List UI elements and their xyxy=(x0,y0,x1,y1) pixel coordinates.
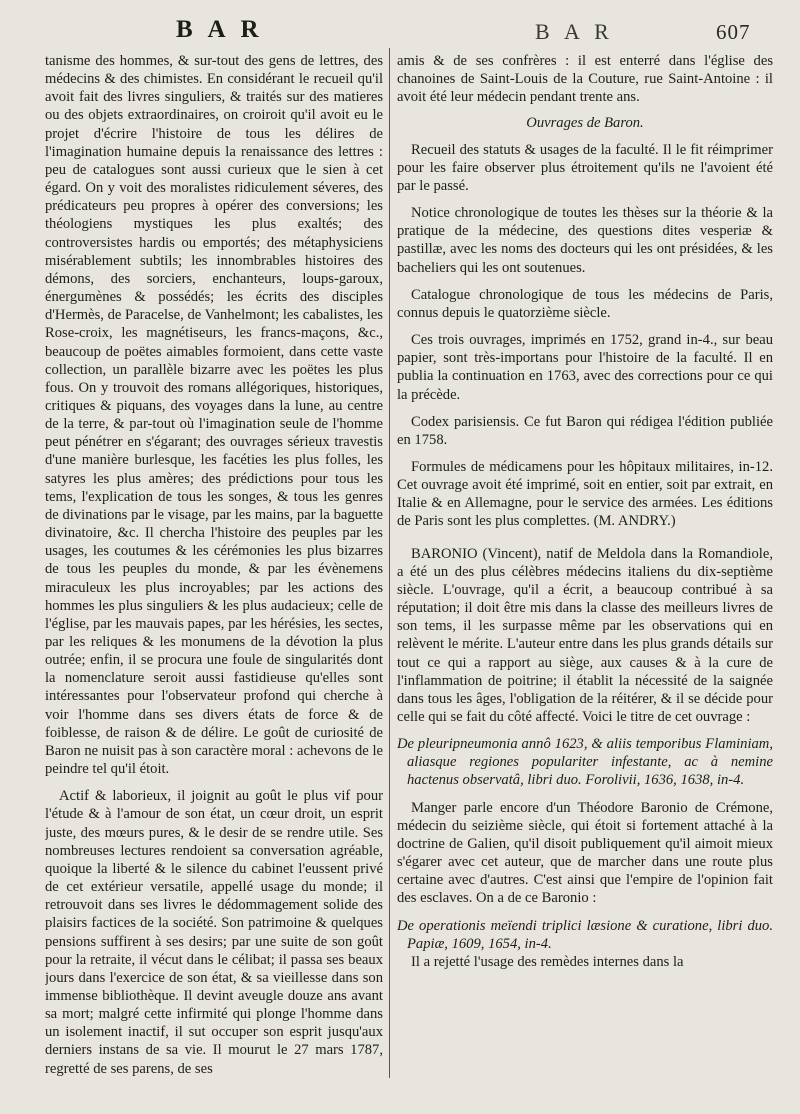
baronio-book-title: De pleuripneumonia annô 1623, & aliis temporibus Flaminiam, aliasque regiones populariter infestante, ac à nemine hactenus observatâ, libri duo. Forolivii, 1636, 1638, in-4. xyxy=(397,736,773,789)
work-item-three-works: Ces trois ouvrages, imprimés en 1752, grand in-4., sur beau papier, sont très-importans pour l'histoire de la faculté. Il en publia la continuation en 1763, avec des corrections pour ce qui la précède. xyxy=(397,332,773,403)
page-number: 607 xyxy=(716,20,751,44)
running-head xyxy=(0,16,800,50)
theodore-book-title: De operationis meïendi triplici læsione & curatione, libri duo. Papiæ, 1609, 1654, in-4. xyxy=(397,917,773,952)
column-divider xyxy=(389,48,390,1078)
work-item-statuts: Recueil des statuts & usages de la faculté. Il le fit réimprimer pour les faire observer plus étroitement qu'ils ne l'avoient été par le passé. xyxy=(397,141,773,194)
left-column xyxy=(45,52,383,1110)
work-item-catalogue: Catalogue chronologique de tous les médecins de Paris, connus depuis le quatorzième siècle. xyxy=(397,286,773,321)
works-heading: Ouvrages de Baron. xyxy=(526,115,644,132)
entry-theodore-baronio: Manger parle encore d'un Théodore Baronio de Crémone, médecin du seizième siècle, qui étoit si fortement attaché à la doctrine de Galien, qu'il disoit publiquement qu'il aimoit mieux s'égarer avec cet auteur, que de marcher dans une route plus certaine avec d'autres. C'est ainsi que l'empire de l'opinion fait des esclaves. On a de ce Baronio : xyxy=(397,799,773,907)
right-column xyxy=(397,52,773,1110)
right-paragraph-burial: amis & de ses confrères : il est enterré dans l'église des chanoines de Saint-Louis de la Couture, rue Saint-Antoine : il avoit été leur médecin pendant trente ans. xyxy=(397,53,773,106)
work-item-notice: Notice chronologique de toutes les thèses sur la théorie & la pratique de la médecine, des questions dites vesperiæ & pastillæ, avec les noms des docteurs qui les ont présidées, & les bacheliers qui les ont soutenues. xyxy=(397,205,773,276)
work-item-codex: Codex parisiensis. Ce fut Baron qui rédigea l'édition publiée en 1758. xyxy=(397,413,773,448)
left-paragraph-character: Actif & laborieux, il joignit au goût le plus vif pour l'étude & à l'amour de son état, un cœur droit, un esprit juste, des mœurs pures, & le desir de se rendre utile. Ses nombreuses lectures rendoient sa conversation agréable, quoique la liberté & le silence du cabinet l'eussent privé de cet extérieur versatile, appellé usage du monde; il retrouvoit dans ses livres le dédommagement solide des plaisirs factices de la société. Son patrimoine & quelques pensions suffirent à ses desirs; par une suite de son goût pour la retraite, il vécut dans le célibat; il passa ses beaux jours dans l'exercice de son état, & sa vieillesse dans son immense bibliothèque. Il devint aveugle douze ans avant sa mort; malgré cette infirmité qui plonge l'homme dans un isolement inactif, il sut occuper son esprit jusqu'aux derniers instans de sa vie. Il mourut le 27 mars 1787, regretté de ses parens, de ses xyxy=(45,788,383,1077)
right-final-line: Il a rejetté l'usage des remèdes internes dans la xyxy=(411,953,684,970)
entry-baronio: BARONIO (Vincent), natif de Meldola dans la Romandiole, a été un des plus célèbres médecins italiens du dix-septième siècle. L'ouvrage, qu'il a écrit, a beaucoup contribué à sa réputation; il doit être mis dans la classe des meilleurs livres de son tems, il les surpasse même par les observations qui en relèvent le mérite. L'auteur entre dans les plus grands détails sur tout ce qui a rapport au siège, aux causes & à la cure de l'inflammation de poitrine; il établit la nécessité de la saignée dans tous les âges, l'obligation de la réitérer, & il se décide pour celle qui se fait du côté affecté. Voici le titre de cet ouvrage : xyxy=(397,545,773,725)
work-item-formules: Formules de médicamens pour les hôpitaux militaires, in-12. Cet ouvrage avoit été imprimé, soit en entier, soit par extrait, en Italie & en Allemagne, pour le service des armées. Les éditions de Paris sont les plus complettes. (M. ANDRY.) xyxy=(397,458,773,530)
running-head-right-title: B A R xyxy=(535,19,614,44)
left-paragraph-collection: tanisme des hommes, & sur-tout des gens de lettres, des médecins & des chimistes. En considérant le recueil qu'il avoit fait des livres singuliers, & traités sur des matieres ou des objets extraordinaires, on croiroit qu'il avoit eu le projet d'écrire l'histoire de tous les délires de l'imagination humaine depuis la renaissance des lettres : peu de catalogues sont aussi curieux que le sien à cet égard. On y voit des moralistes ridiculement séveres, des prédicateurs peu propres à opérer des conversions; les théologiens mystiques les plus exaltés; des controversistes hardis ou emportés; des métaphysiciens misérablement subtils; les innombrables histoires des démons, des sorciers, enchanteurs, loups-garoux, énergumènes & possédés; les écrits des disciples d'Hermès, de Paracelse, de Vanhelmont; les cabalistes, les Rose-croix, les magnétiseurs, les francs-maçons, &c., beaucoup de poëtes aimables formoient, dans cette vaste collection, un parallèle bizarre avec les poëtes les plus fous. On y trouvoit des romans allégoriques, historiques, critiques & piquans, des voyages dans la lune, au centre de la terre, & par-tout où l'imagination seule de l'homme peut pénétrer en s'égarant; des ouvrages sérieux travestis d'une manière burlesque, les facéties les plus folles, les satyres les plus amères; des prédictions pour tous les tems, l'explication de tous les songes, & tous les genres de divinations par le visage, par les mains, par la baguette divinatoire, &c. Il chercha l'histoire des peuples par les usages, les coutumes & les cérémonies les plus bizarres de tous les peuples du monde, & par les évènemens miraculeux les plus incroyables; par les actions des hommes les plus singuliers & les plus audacieux; celle de l'église, par les mauvais papes, par les hérésies, les sectes, par les reliques & les monumens de la dévotion la plus outrée; enfin, il se procura une foule de singularités dont la nomenclature seroit aussi fastidieuse qu'elles sont intéressantes pour l'observateur profond qui cherche à voir l'homme dans ses divers états de force & de foiblesse, de raison & de délire. Le goût de curiosité de Baron ne nuisit pas à son caractère moral : achevons de le peindre tel qu'il étoit. xyxy=(45,53,383,778)
running-head-left-title: B A R xyxy=(176,16,264,43)
